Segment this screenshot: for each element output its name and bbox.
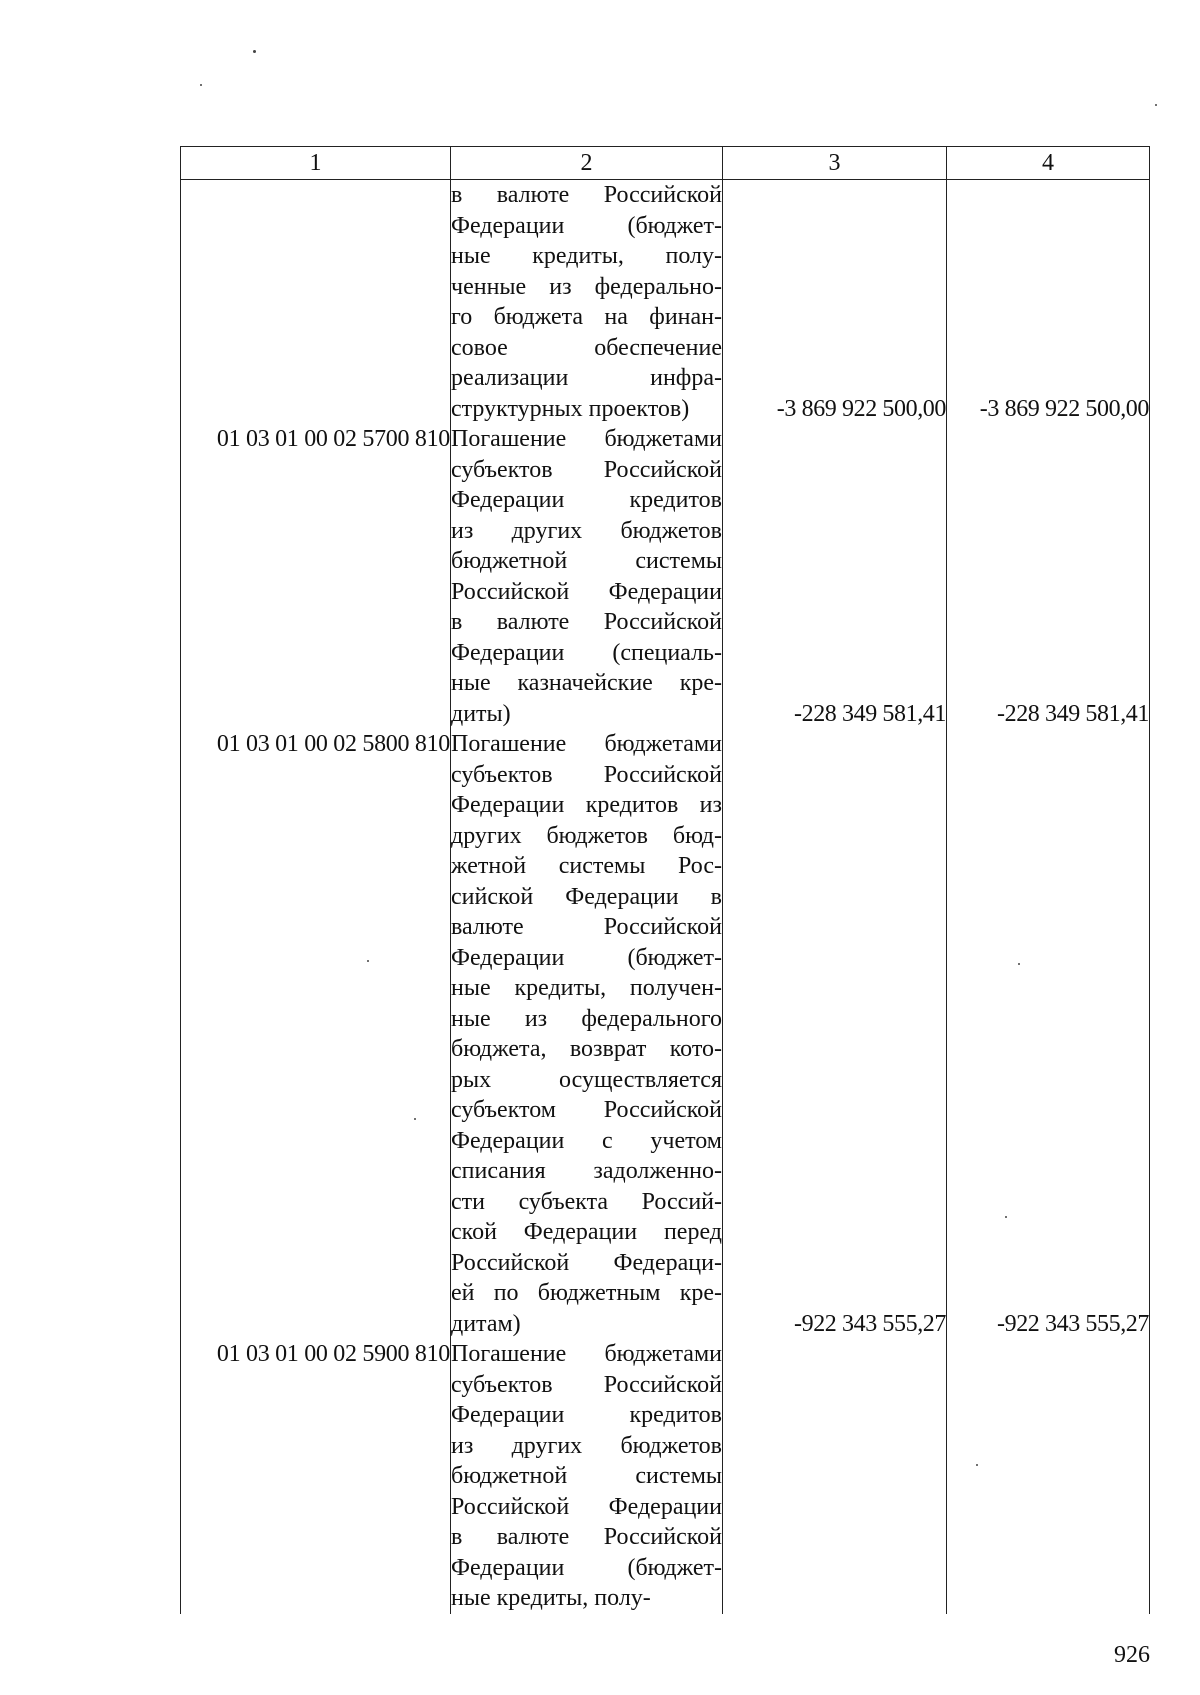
- row-description: [451, 729, 723, 1339]
- description-line: Федерации с учетом: [451, 1127, 722, 1154]
- description-line: совое обеспечение: [451, 334, 722, 361]
- scan-speck: [1155, 104, 1157, 106]
- description-line: сти субъекта Россий-: [451, 1188, 722, 1215]
- table-row: [181, 180, 1150, 425]
- description-line: бюджетной системы: [451, 1463, 722, 1489]
- amount-col4-text: -3 869 922 500,00: [979, 395, 1149, 422]
- description-line: Погашение бюджетами: [451, 731, 722, 757]
- description-line: дитам): [451, 1310, 521, 1337]
- row-amount-col3: [723, 180, 947, 425]
- page-number: 926: [1114, 1642, 1150, 1668]
- row-description: [451, 424, 723, 729]
- description-line: Российской Федерации: [451, 1493, 722, 1520]
- description-line: ные кредиты, полу-: [451, 1585, 651, 1611]
- table-header-row: [181, 147, 1150, 180]
- description-line: Погашение бюджетами: [451, 426, 722, 452]
- row-description: [451, 180, 723, 425]
- description-line: диты): [451, 700, 511, 727]
- description-line: ные кредиты, получен-: [451, 975, 722, 1001]
- description-line: ные казначейские кре-: [451, 670, 722, 696]
- description-line: субъектов Российской: [451, 761, 722, 788]
- column-header: 4: [947, 147, 1150, 180]
- description-line: списания задолженно-: [451, 1158, 722, 1184]
- description-line: ченные из федерально-: [451, 273, 722, 300]
- description-line: жетной системы Рос-: [451, 853, 722, 879]
- row-code-text: 01 03 01 00 02 5700 810: [216, 426, 450, 452]
- description-line: в валюте Российской: [451, 182, 722, 208]
- description-line: Федерации кредитов: [451, 1402, 722, 1428]
- scan-speck: [200, 84, 202, 86]
- description-line: в валюте Российской: [451, 609, 722, 635]
- row-code: [181, 180, 451, 425]
- description-line: ской Федерации перед: [451, 1219, 722, 1245]
- description-line: валюте Российской: [451, 914, 722, 940]
- description-line: из других бюджетов: [451, 1432, 722, 1459]
- description-line: рых осуществляется: [451, 1066, 722, 1093]
- row-code: [181, 1339, 451, 1614]
- row-code: [181, 729, 451, 1339]
- description-line: ей по бюджетным кре-: [451, 1280, 722, 1306]
- description-line: субъектов Российской: [451, 456, 722, 483]
- description-line: субъектов Российской: [451, 1371, 722, 1398]
- description-line: го бюджета на финан-: [451, 304, 722, 330]
- table-row: [181, 1339, 1150, 1614]
- row-amount-col4: [947, 1339, 1150, 1614]
- row-amount-col3: [723, 1339, 947, 1614]
- table-body: [181, 180, 1150, 1614]
- description-line: Федерации (бюджет-: [451, 944, 722, 971]
- description-line: Федерации кредитов: [451, 487, 722, 513]
- amount-col4-text: -922 343 555,27: [997, 1310, 1149, 1337]
- row-description: [451, 1339, 723, 1614]
- column-header: 2: [451, 147, 723, 180]
- row-amount-col3: [723, 729, 947, 1339]
- description-line: структурных проектов): [451, 395, 690, 422]
- description-line: других бюджетов бюд-: [451, 822, 722, 849]
- description-line: Российской Федераци-: [451, 1249, 722, 1276]
- description-line: сийской Федерации в: [451, 883, 722, 910]
- row-code: [181, 424, 451, 729]
- amount-col3-text: -228 349 581,41: [794, 700, 946, 727]
- description-line: Федерации (специаль-: [451, 639, 722, 666]
- description-line: Погашение бюджетами: [451, 1341, 722, 1367]
- description-line: бюджетной системы: [451, 548, 722, 574]
- row-code-text: 01 03 01 00 02 5900 810: [216, 1341, 450, 1367]
- amount-col3-text: -922 343 555,27: [794, 1310, 946, 1337]
- scan-speck: [253, 50, 256, 53]
- table-row: [181, 424, 1150, 729]
- description-line: в валюте Российской: [451, 1524, 722, 1550]
- description-line: Федерации кредитов из: [451, 792, 722, 818]
- description-line: ные кредиты, полу-: [451, 243, 722, 269]
- description-line: субъектом Российской: [451, 1097, 722, 1123]
- row-amount-col4: [947, 424, 1150, 729]
- row-amount-col3: [723, 424, 947, 729]
- description-line: реализации инфра-: [451, 365, 722, 391]
- amount-col3-text: -3 869 922 500,00: [776, 395, 946, 422]
- description-line: Российской Федерации: [451, 578, 722, 605]
- amount-col4-text: -228 349 581,41: [997, 700, 1149, 727]
- column-header: 3: [723, 147, 947, 180]
- row-amount-col4: [947, 729, 1150, 1339]
- budget-table: [180, 146, 1150, 1614]
- table-row: [181, 729, 1150, 1339]
- row-amount-col4: [947, 180, 1150, 425]
- description-line: ные из федерального: [451, 1005, 722, 1032]
- description-line: из других бюджетов: [451, 517, 722, 544]
- description-line: Федерации (бюджет-: [451, 1554, 722, 1581]
- column-header: 1: [181, 147, 451, 180]
- description-line: Федерации (бюджет-: [451, 212, 722, 239]
- description-line: бюджета, возврат кото-: [451, 1036, 722, 1062]
- row-code-text: 01 03 01 00 02 5800 810: [216, 731, 450, 757]
